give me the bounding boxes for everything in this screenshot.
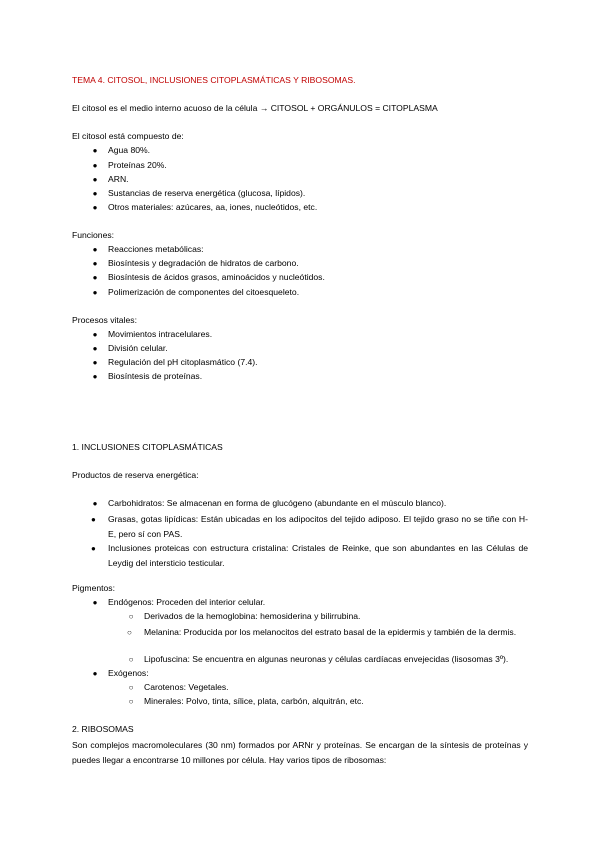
bullet-icon: ●	[92, 330, 98, 339]
list-item: ● Biosíntesis de ácidos grasos, aminoácidos y nucleótidos.	[92, 272, 325, 282]
bullet-icon: ●	[92, 259, 98, 268]
bullet-icon: ●	[92, 358, 98, 367]
list-item: ● Otros materiales: azúcares, aa, iones, nucleótidos, etc.	[92, 202, 318, 212]
sub-list-item: ○ Lipofuscina: Se encuentra en algunas neuronas y células cardíacas envejecidas (lisosomas 3º).	[128, 654, 509, 664]
section-2-text: Son complejos macromoleculares (30 nm) formados por ARNr y proteínas. Se encargan de la síntesis de proteínas y puedes llegar a encontrarse 10 millones por célula. Hay varios tipos de ribosomas:	[72, 740, 528, 765]
list-item: ● Endógenos: Proceden del interior celular.	[92, 597, 266, 607]
bullet-icon: ●	[92, 288, 98, 297]
funciones-heading: Funciones:	[72, 230, 115, 240]
bullet-icon: ●	[92, 189, 98, 198]
list-item: ● Inclusiones proteicas con estructura cristalina: Cristales de Reinke, que son abundantes en las Células de Leydig del intersticio testicular.	[91, 543, 528, 568]
section-1-heading: 1. INCLUSIONES CITOPLASMÁTICAS	[72, 442, 223, 452]
pigmentos-heading: Pigmentos:	[72, 583, 115, 593]
bullet-icon: ●	[92, 146, 98, 155]
procesos-heading: Procesos vitales:	[72, 315, 137, 325]
list-item: ● Carbohidratos: Se almacenan en forma de glucógeno (abundante en el músculo blanco).	[92, 498, 447, 508]
list-item: ● Biosíntesis de proteínas.	[92, 371, 203, 381]
bullet-icon: ●	[92, 499, 98, 508]
bullet-icon: ●	[92, 161, 98, 170]
circle-bullet-icon: ○	[128, 697, 134, 706]
circle-bullet-icon: ○	[128, 612, 134, 621]
bullet-icon: ●	[92, 598, 98, 607]
bullet-icon: ●	[92, 669, 98, 678]
list-item: ● Sustancias de reserva energética (glucosa, lípidos).	[92, 188, 306, 198]
list-item: ● ARN.	[92, 174, 129, 184]
composicion-heading: El citosol está compuesto de:	[72, 131, 184, 141]
circle-bullet-icon: ○	[128, 655, 134, 664]
circle-bullet-icon: ○	[127, 628, 132, 637]
sub-list-item: ○ Minerales: Polvo, tinta, sílice, plata, carbón, alquitrán, etc.	[128, 696, 364, 706]
bullet-icon: ●	[92, 273, 98, 282]
circle-bullet-icon: ○	[128, 683, 134, 692]
list-item: ● Grasas, gotas lipídicas: Están ubicadas en los adipocitos del tejido adiposo. El tejido graso no se tiñe con H-E, pero sí con PAS.	[91, 514, 528, 539]
page-title: TEMA 4. CITOSOL, INCLUSIONES CITOPLASMÁTICAS Y RIBOSOMAS.	[72, 75, 356, 85]
sub-list-item: ○ Carotenos: Vegetales.	[128, 682, 229, 692]
list-item: ● División celular.	[92, 343, 168, 353]
bullet-icon: ●	[92, 245, 98, 254]
bullet-icon: ●	[92, 175, 98, 184]
list-item: ● Proteínas 20%.	[92, 160, 167, 170]
bullet-icon: ●	[92, 344, 98, 353]
list-item: ● Movimientos intracelulares.	[92, 329, 213, 339]
list-item: ● Reacciones metabólicas:	[92, 244, 204, 254]
list-item: ● Agua 80%.	[92, 145, 151, 155]
section-1-subheading: Productos de reserva energética:	[72, 470, 199, 480]
list-item: ● Biosíntesis y degradación de hidratos de carbono.	[92, 258, 299, 268]
bullet-icon: ●	[92, 372, 98, 381]
list-item: ● Polimerización de componentes del citoesqueleto.	[92, 287, 300, 297]
bullet-icon: ●	[91, 515, 96, 524]
intro-text: El citosol es el medio interno acuoso de la célula → CITOSOL + ORGÁNULOS = CITOPLASMA	[72, 103, 438, 113]
sub-list-item: ○ Derivados de la hemoglobina: hemosiderina y bilirrubina.	[128, 611, 361, 621]
list-item: ● Exógenos:	[92, 668, 149, 678]
section-2-heading: 2. RIBOSOMAS	[72, 724, 134, 734]
bullet-icon: ●	[92, 203, 98, 212]
sub-list-item: ○ Melanina: Producida por los melanocitos del estrato basal de la epidermis y también de la dermis.	[144, 625, 528, 640]
bullet-icon: ●	[91, 544, 96, 553]
list-item: ● Regulación del pH citoplasmático (7.4).	[92, 357, 258, 367]
